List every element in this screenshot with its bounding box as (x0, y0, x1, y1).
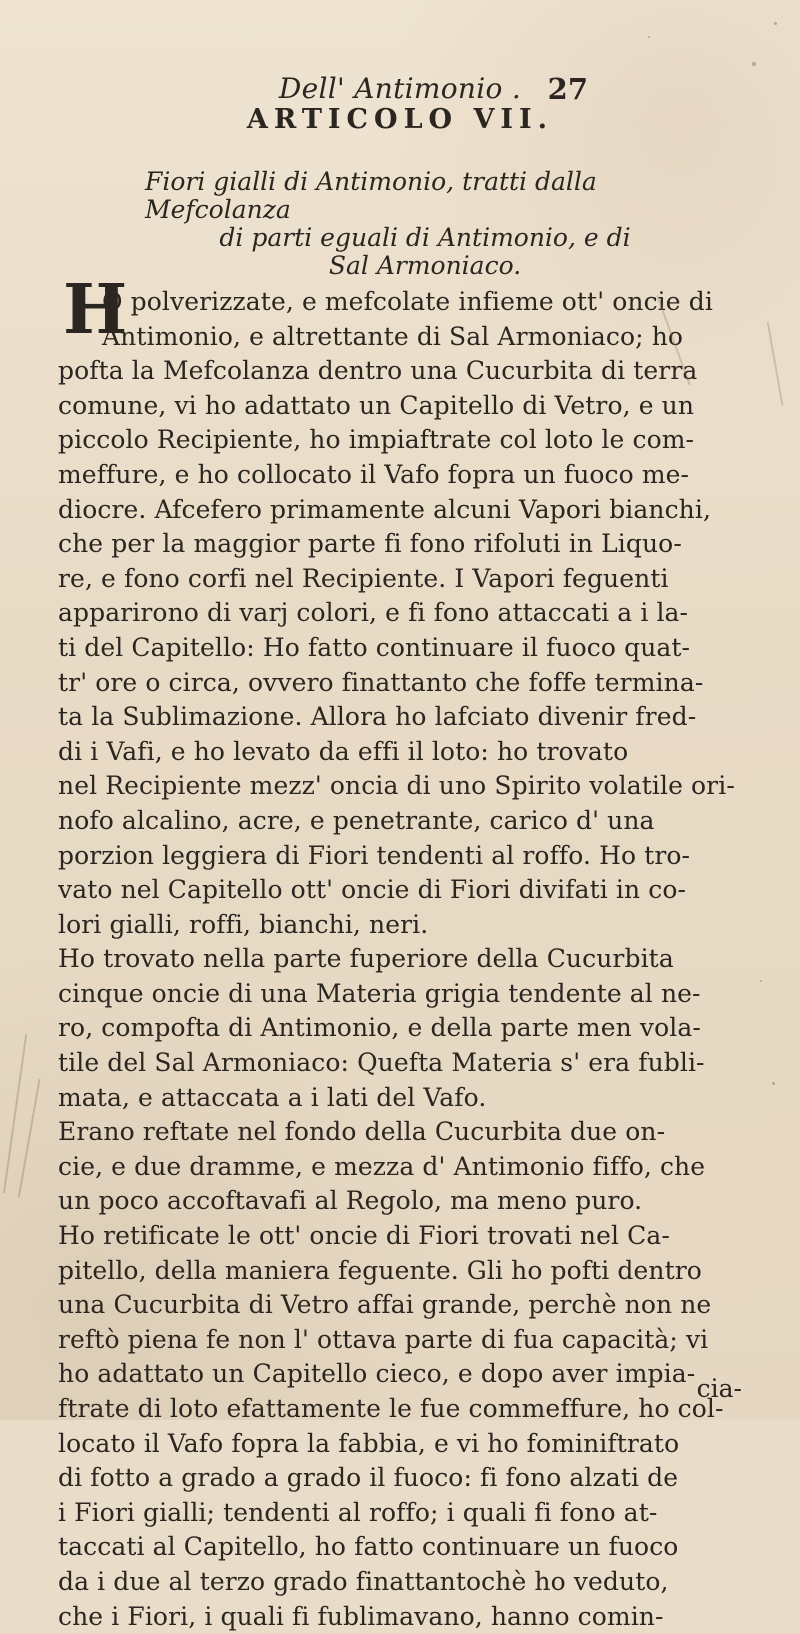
body-line: porzion leggiera di Fiori tendenti al roffo. Ho tro- (58, 840, 691, 870)
body-line: locato il Vafo fopra la fabbia, e vi ho fominiftrato (58, 1428, 680, 1458)
body-line: da i due al terzo grado finattantochè ho veduto, (58, 1566, 669, 1596)
body-line: ti del Capitello: Ho fatto continuare il fuoco quat- (58, 632, 691, 662)
margin-mark (767, 319, 799, 406)
margin-mark (3, 1034, 45, 1195)
article-heading: ARTICOLO VII. (246, 104, 554, 135)
body-line: piccolo Recipiente, ho impiaftrate col loto le com- (58, 425, 695, 455)
body-line: un poco accoftavafi al Regolo, ma meno puro. (58, 1186, 643, 1216)
body-line: taccati al Capitello, ho fatto continuare un fuoco (58, 1532, 679, 1562)
body-line: che i Fiori, i quali fi fublimavano, hanno comin- (58, 1601, 664, 1631)
margin-mark (18, 1079, 61, 1201)
paper-speck (760, 980, 762, 982)
body-line: Ho trovato nella parte fuperiore della Cucurbita (58, 944, 674, 974)
body-line: ta la Sublimazione. Allora ho lafciato divenir fred- (58, 702, 697, 732)
body-line: nofo alcalino, acre, e penetrante, carico d' una (58, 805, 655, 835)
body-line: che per la maggior parte fi fono rifoluti in Liquo- (58, 529, 682, 559)
body-line: i Fiori gialli; tendenti al roffo; i quali fi fono at- (58, 1497, 658, 1527)
body-text (58, 285, 763, 1634)
body-line: ho adattato un Capitello cieco, e dopo aver impia- (58, 1359, 696, 1389)
body-line: Antimonio, e altrettante di Sal Armoniaco; ho (102, 321, 684, 351)
body-line: di i Vafi, e ho levato da effi il loto: ho trovato (58, 736, 629, 766)
body-line: pitello, della maniera feguente. Gli ho pofti dentro (58, 1255, 702, 1285)
body-line: reftò piena fe non l' ottava parte di fua capacità; vi (58, 1324, 709, 1354)
body-line: re, e fono corfi nel Recipiente. I Vapori feguenti (58, 563, 669, 593)
body-line: Erano reftate nel fondo della Cucurbita due on- (58, 1117, 666, 1147)
body-line: comune, vi ho adattato un Capitello di Vetro, e un (58, 390, 695, 420)
body-line: O polverizzate, e mefcolate infieme ott' oncie di (102, 287, 713, 316)
body-line: Ho retificate le ott' oncie di Fiori trovati nel Ca- (58, 1221, 670, 1251)
body-line: tile del Sal Armoniaco: Quefta Materia s' era fubli- (58, 1048, 705, 1078)
subtitle-line-3: Sal Armoniaco. (328, 251, 522, 280)
body-line: una Cucurbita di Vetro affai grande, perchè non ne (58, 1290, 712, 1320)
body-line: pofta la Mefcolanza dentro una Cucurbita di terra (58, 356, 698, 386)
article-subtitle (145, 168, 705, 280)
body-line: ftrate di loto efattamente le fue commeffure, ho col- (58, 1394, 724, 1423)
page-number: 27 (547, 72, 588, 106)
body-line: apparirono di varj colori, e fi fono attaccati a i la- (58, 598, 689, 628)
body-line: diocre. Afcefero primamente alcuni Vapori bianchi, (58, 494, 712, 524)
paper-speck (774, 22, 777, 25)
body-line: vato nel Capitello ott' oncie di Fiori divifati in co- (58, 875, 687, 905)
body-line: ro, compofta di Antimonio, e della parte men vola- (58, 1013, 701, 1043)
paper-speck (772, 1082, 775, 1085)
subtitle-line-1: Fiori gialli di Antimonio, tratti dalla Mefcolanza (145, 167, 597, 224)
body-line: meffure, e ho collocato il Vafo fopra un fuoco me- (58, 459, 690, 489)
paper-speck (648, 36, 650, 38)
subtitle-line-2: di parti eguali di Antimonio, e di (219, 223, 631, 252)
body-line: lori gialli, roffi, bianchi, neri. (58, 909, 429, 939)
drop-cap: H (63, 270, 126, 350)
body-line: mata, e attaccata a i lati del Vafo. (58, 1082, 487, 1112)
body-line: tr' ore o circa, ovvero finattanto che foffe termina- (58, 667, 704, 697)
body-line: nel Recipiente mezz' oncia di uno Spirito volatile ori- (58, 771, 735, 801)
paper-speck (752, 62, 756, 66)
catchword: cia- (696, 1374, 742, 1403)
body-line: cie, e due dramme, e mezza d' Antimonio fiffo, che (58, 1151, 706, 1181)
body-line: cinque oncie di una Materia grigia tendente al ne- (58, 978, 701, 1008)
running-title: Dell' Antimonio . (278, 72, 522, 105)
body-line: di fotto a grado a grado il fuoco: fi fono alzati de (58, 1463, 679, 1493)
